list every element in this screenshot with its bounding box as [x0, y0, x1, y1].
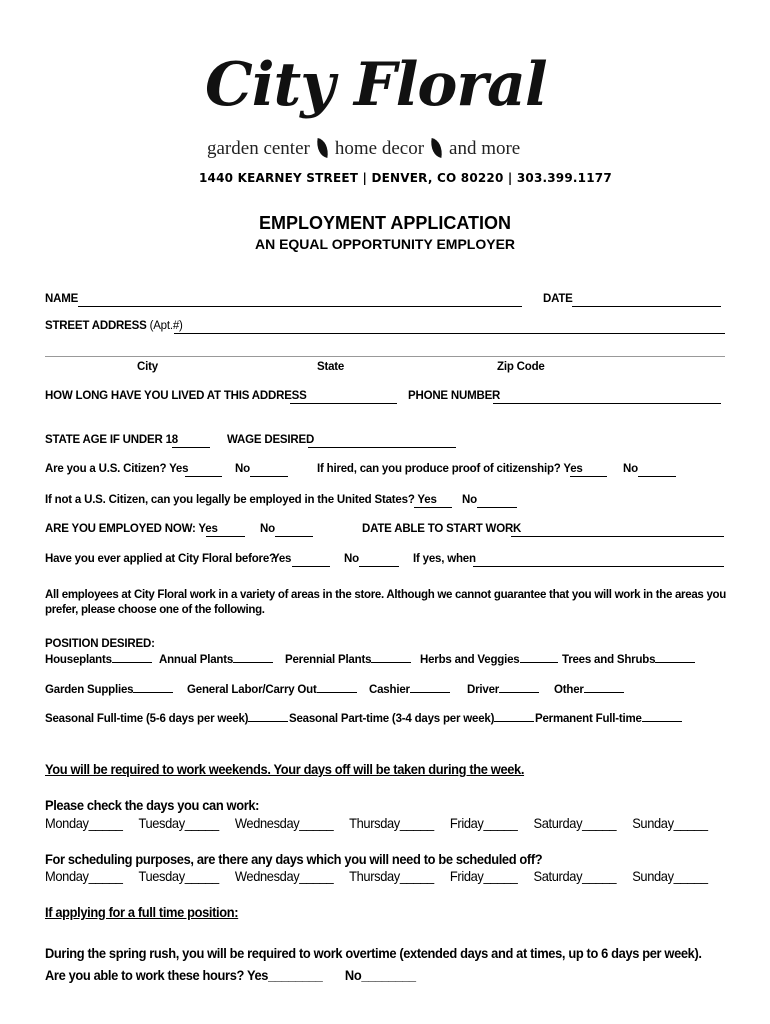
day-label: Sunday [632, 815, 674, 831]
position-seasonal-full-time[interactable] [45, 713, 288, 725]
check-days-heading: Please check the days you can work: [45, 797, 260, 813]
day-label: Friday [449, 868, 484, 884]
logo-wordmark: City Floral [205, 50, 547, 120]
age-field[interactable] [172, 447, 210, 448]
proof-yes-field[interactable] [570, 476, 607, 477]
position-label: Driver [467, 684, 500, 696]
applied-no-label: No [344, 553, 359, 565]
day-tuesday[interactable]: Tuesday_____ [138, 815, 219, 831]
applied-no-field[interactable] [359, 566, 399, 567]
position-intro-paragraph: All employees at City Floral work in a variety of areas in the store. Although we cannot guarantee that you will work in the areas you prefer, please choose one of the following. [45, 589, 726, 616]
proof-no-field[interactable] [638, 476, 676, 477]
day-monday[interactable]: Monday_____ [45, 815, 123, 831]
street-label: STREET ADDRESS [45, 320, 147, 332]
able-hours-no-label: No [344, 967, 362, 983]
applied-yes-field[interactable] [292, 566, 330, 567]
city-label: City [137, 361, 158, 373]
street-address-field[interactable] [174, 333, 725, 334]
position-other[interactable] [554, 684, 624, 696]
off-thursday[interactable]: Thursday_____ [349, 868, 434, 884]
leaf-icon [314, 138, 330, 158]
day-label: Saturday [533, 815, 583, 831]
off-saturday[interactable]: Saturday_____ [533, 868, 617, 884]
day-label: Monday [45, 868, 89, 884]
position-label: Garden Supplies [45, 684, 134, 696]
position-label: Perennial Plants [285, 654, 372, 666]
applied-before-label: Have you ever applied at City Floral before? [45, 553, 276, 565]
position-houseplants[interactable] [45, 654, 152, 666]
position-perennial-plants[interactable] [285, 654, 411, 666]
position-cashier[interactable] [369, 684, 450, 696]
day-label: Thursday [349, 815, 400, 831]
position-label: Other [554, 684, 584, 696]
scheduling-heading: For scheduling purposes, are there any days which you will need to be scheduled off? [45, 851, 543, 867]
zip-label: Zip Code [497, 361, 545, 373]
form-subtitle: AN EQUAL OPPORTUNITY EMPLOYER [254, 236, 516, 252]
position-label: Annual Plants [159, 654, 234, 666]
how-long-field[interactable] [290, 403, 397, 404]
day-label: Sunday [632, 868, 674, 884]
position-heading: POSITION DESIRED: [45, 638, 155, 650]
wage-field[interactable] [308, 447, 456, 448]
citizen-label: Are you a U.S. Citizen? Yes [45, 463, 189, 475]
day-label: Tuesday [138, 868, 185, 884]
name-label: NAME [45, 293, 79, 305]
position-label: Herbs and Veggies [420, 654, 520, 666]
apt-label: (Apt.#) [149, 320, 183, 332]
position-label: Seasonal Full-time (5-6 days per week) [45, 713, 249, 725]
position-trees-shrubs[interactable] [562, 654, 695, 666]
phone-label: PHONE NUMBER [408, 390, 501, 402]
if-yes-when-label: If yes, when [413, 553, 476, 565]
position-seasonal-part-time[interactable] [289, 713, 534, 725]
position-driver[interactable] [467, 684, 539, 696]
day-friday[interactable]: Friday_____ [449, 815, 518, 831]
street-address-label [45, 320, 183, 332]
how-long-label: HOW LONG HAVE YOU LIVED AT THIS ADDRESS [45, 390, 307, 402]
date-field[interactable] [572, 306, 721, 307]
position-permanent-full-time[interactable] [535, 713, 682, 725]
able-hours-row [45, 967, 416, 983]
street-address-line-2[interactable] [45, 356, 725, 357]
start-date-label: DATE ABLE TO START WORK [362, 523, 522, 535]
spring-rush-text: During the spring rush, you will be required to work overtime (extended days and at times, up to 6 days per week). [45, 945, 702, 961]
position-label: Houseplants [45, 654, 112, 666]
leaf-icon [429, 138, 445, 158]
date-label: DATE [543, 293, 573, 305]
position-garden-supplies[interactable] [45, 684, 173, 696]
position-label: General Labor/Carry Out [187, 684, 317, 696]
day-sunday[interactable]: Sunday_____ [632, 815, 708, 831]
applied-yes-label: Yes [272, 553, 292, 565]
day-label: Thursday [349, 868, 400, 884]
age-label: STATE AGE IF UNDER 18 [45, 434, 178, 446]
off-wednesday[interactable]: Wednesday_____ [234, 868, 334, 884]
position-label: Cashier [369, 684, 410, 696]
store-address: 1440 KEARNEY STREET | DENVER, CO 80220 | 303.399.1177 [199, 171, 612, 185]
employed-yes-field[interactable] [206, 536, 245, 537]
day-label: Tuesday [138, 815, 185, 831]
position-herbs-veggies[interactable] [420, 654, 558, 666]
citizen-no-label: No [235, 463, 250, 475]
citizen-yes-field[interactable] [185, 476, 222, 477]
off-tuesday[interactable]: Tuesday_____ [138, 868, 219, 884]
able-hours-yes-field[interactable]: ________ [268, 967, 323, 983]
name-field[interactable] [78, 306, 522, 307]
position-label: Seasonal Part-time (3-4 days per week) [289, 713, 495, 725]
employed-label: ARE YOU EMPLOYED NOW: Yes [45, 523, 218, 535]
start-date-field[interactable] [511, 536, 724, 537]
day-label: Friday [449, 815, 484, 831]
day-saturday[interactable]: Saturday_____ [533, 815, 617, 831]
off-friday[interactable]: Friday_____ [449, 868, 518, 884]
day-label: Wednesday [234, 815, 300, 831]
wage-label: WAGE DESIRED [227, 434, 315, 446]
citizen-no-field[interactable] [250, 476, 288, 477]
employed-no-label: No [260, 523, 275, 535]
days-off-row [45, 868, 708, 884]
proof-label: If hired, can you produce proof of citizenship? Yes [317, 463, 583, 475]
weekends-notice: You will be required to work weekends. Your days off will be taken during the week. [45, 761, 525, 777]
off-sunday[interactable]: Sunday_____ [632, 868, 708, 884]
not-citizen-no-label: No [462, 494, 477, 506]
day-thursday[interactable]: Thursday_____ [349, 815, 434, 831]
employed-no-field[interactable] [275, 536, 313, 537]
day-label: Saturday [533, 868, 583, 884]
day-wednesday[interactable]: Wednesday_____ [234, 815, 334, 831]
position-annual-plants[interactable] [159, 654, 273, 666]
proof-no-label: No [623, 463, 638, 475]
day-label: Wednesday [234, 868, 300, 884]
day-label: Monday [45, 815, 89, 831]
not-citizen-no-field[interactable] [477, 507, 517, 508]
logo-tagline [207, 138, 520, 160]
phone-field[interactable] [493, 403, 721, 404]
not-citizen-label: If not a U.S. Citizen, can you legally be employed in the United States? Yes [45, 494, 437, 506]
not-citizen-yes-field[interactable] [414, 507, 452, 508]
position-label: Trees and Shrubs [562, 654, 656, 666]
position-label: Permanent Full-time [535, 713, 642, 725]
able-hours-label: Are you able to work these hours? Yes [45, 967, 269, 983]
full-time-heading: If applying for a full time position: [45, 904, 239, 920]
state-label: State [317, 361, 345, 373]
tagline-home-decor: home decor [334, 138, 425, 159]
if-yes-when-field[interactable] [473, 566, 724, 567]
able-hours-no-field[interactable]: ________ [361, 967, 416, 983]
tagline-garden-center: garden center [207, 138, 310, 159]
position-general-labor[interactable] [187, 684, 357, 696]
form-title: EMPLOYMENT APPLICATION [259, 213, 511, 233]
off-monday[interactable]: Monday_____ [45, 868, 123, 884]
tagline-and-more: and more [449, 138, 521, 159]
available-days-row [45, 815, 708, 831]
